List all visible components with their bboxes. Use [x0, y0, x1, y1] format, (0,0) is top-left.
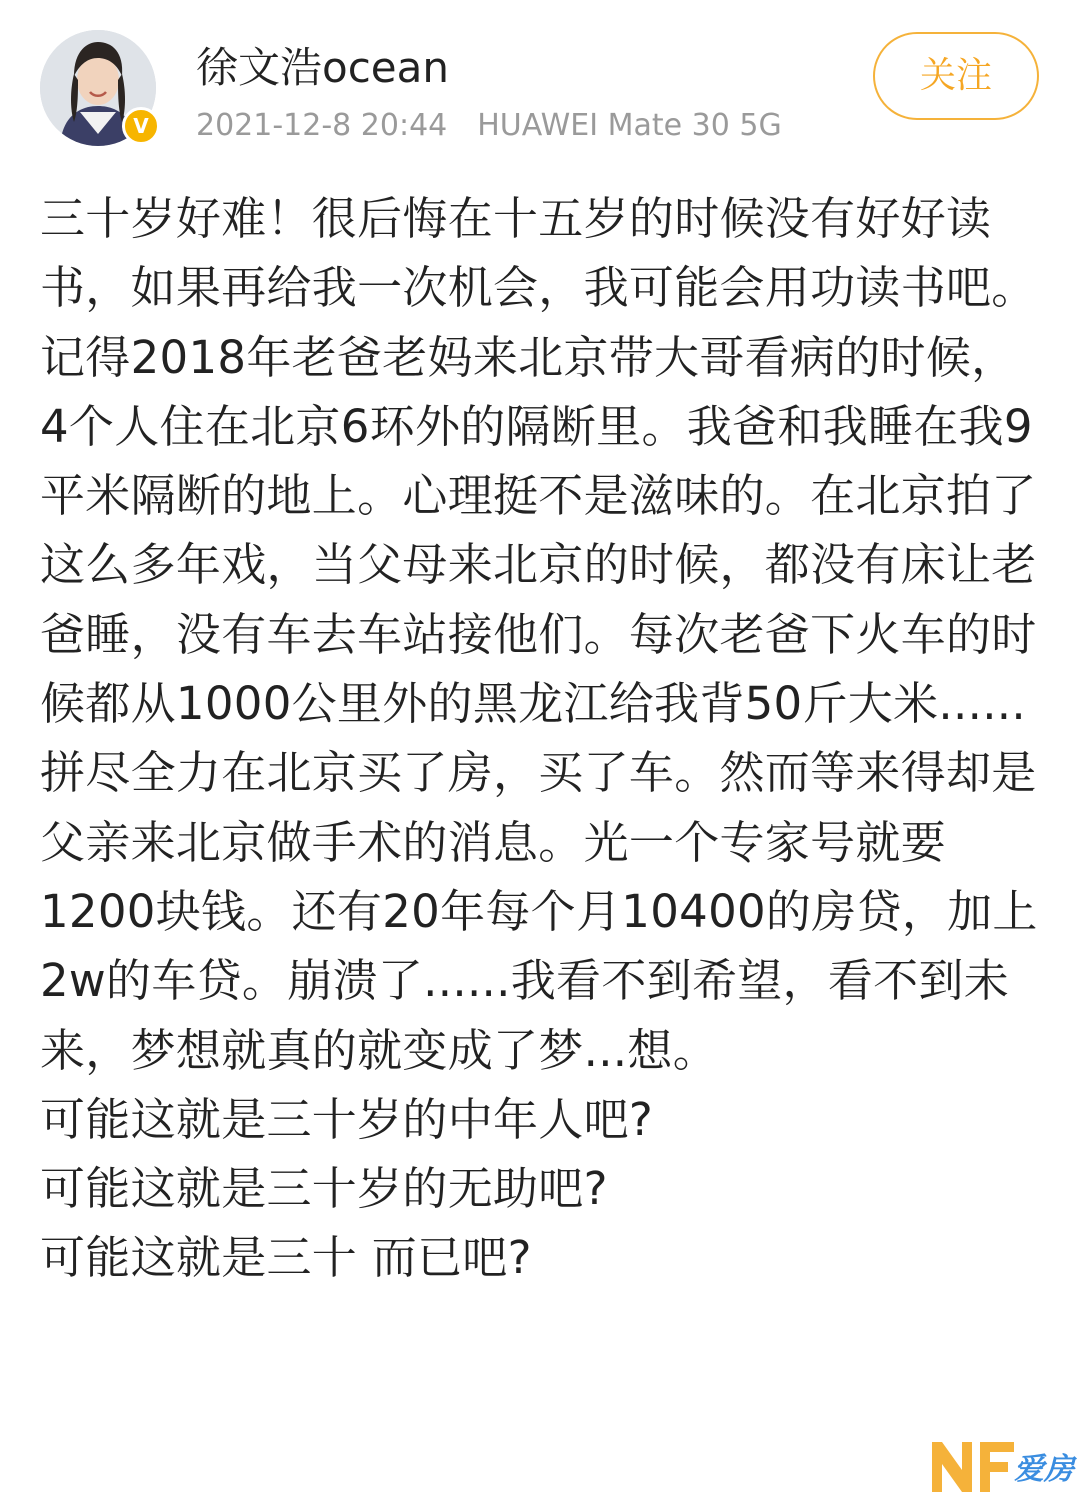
post-body [40, 184, 1040, 1293]
post-header [0, 0, 1080, 160]
watermark-text: 爱房 [1014, 1452, 1074, 1487]
post-meta [196, 106, 782, 146]
post-paragraph: 三十岁好难！很后悔在十五岁的时候没有好好读书，如果再给我一次机会，我可能会用功读书吧。 [40, 192, 1037, 315]
follow-button[interactable]: 关注 [873, 32, 1039, 120]
username[interactable]: 徐文浩ocean [196, 43, 449, 92]
post-timestamp: 2021-12-8 20:44 [196, 108, 448, 143]
post-paragraph: 拼尽全力在北京买了房，买了车。然而等来得却是父亲来北京做手术的消息。光一个专家号就要1200块钱。还有20年每个月10400的房贷，加上2w的车贷。崩溃了......我看不到希望，看不到未来，梦想就真的就变成了梦...想。 [40, 746, 1038, 1077]
post-paragraph: 可能这就是三十岁的无助吧? [40, 1162, 608, 1216]
post-paragraph: 记得2018年老爸老妈来北京带大哥看病的时候，4个人住在北京6环外的隔断里。我爸和我睡在我9平米隔断的地上。心理挺不是滋味的。在北京拍了这么多年戏，当父母来北京的时候，都没有床让老爸睡，没有车去车站接他们。每次老爸下火车的时候都从1000公里外的黑龙江给我背50斤大米...... [40, 330, 1037, 731]
verified-badge-icon: V [122, 107, 160, 145]
post-paragraph: 可能这就是三十 而已吧? [40, 1231, 532, 1285]
aifang-logo-icon [928, 1432, 1018, 1496]
post-paragraph: 可能这就是三十岁的中年人吧? [40, 1092, 654, 1146]
watermark [928, 1432, 1078, 1496]
post-device: HUAWEI Mate 30 5G [477, 108, 782, 143]
